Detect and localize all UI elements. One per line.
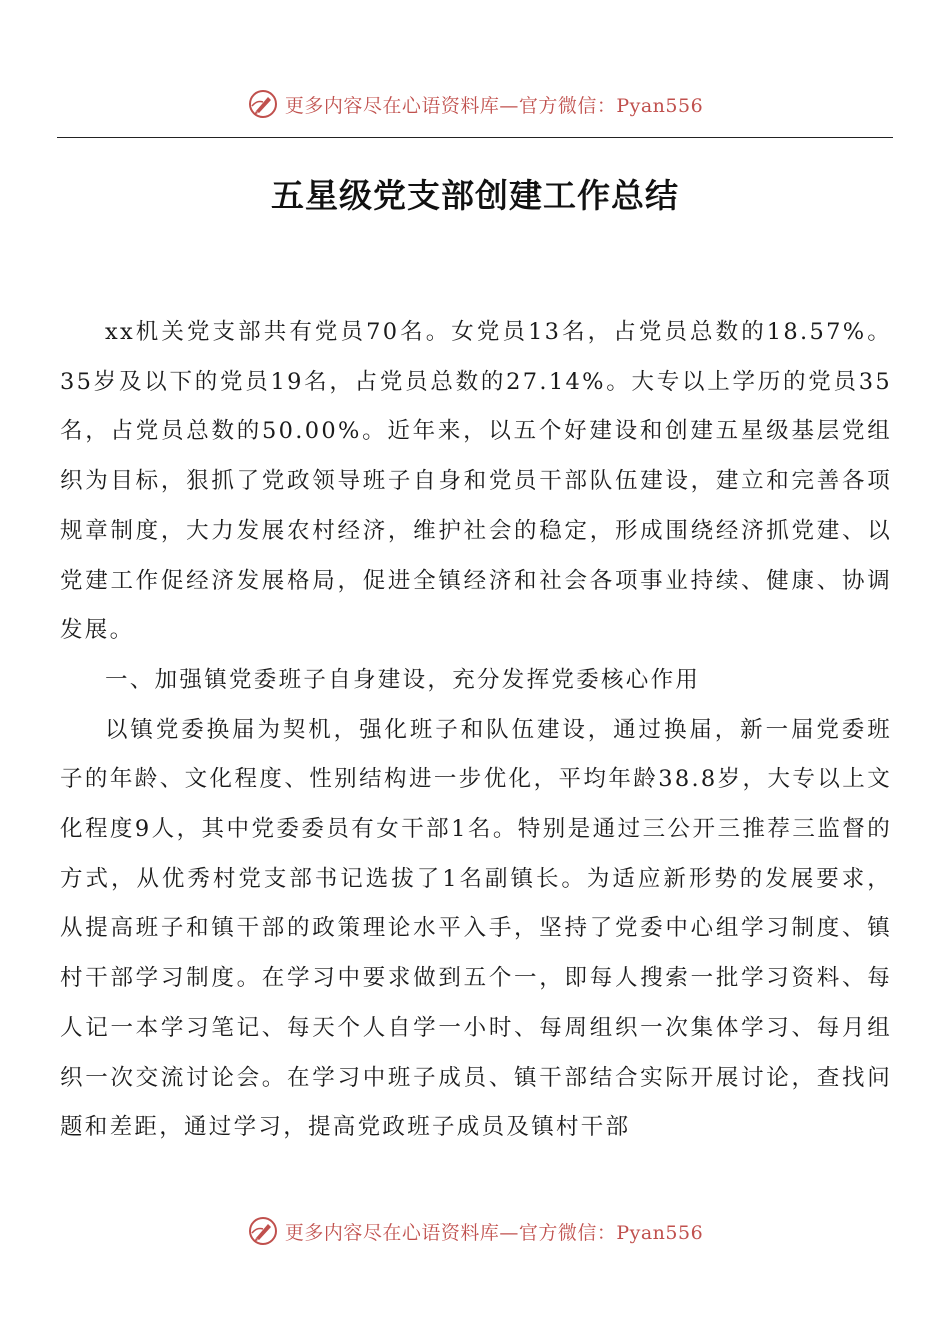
body-paragraph: 以镇党委换届为契机，强化班子和队伍建设，通过换届，新一届党委班子的年龄、文化程度、性别结构进一步优化，平均年龄38.8岁，大专以上文化程度9人，其中党委委员有女干部1名。特别是通过三公开三推荐三监督的方式，从优秀村党支部书记选拔了1名副镇长。为适应新形势的发展要求，从提高班子和镇干部的政策理论水平入手，坚持了党委中心组学习制度、镇村干部学习制度。在学习中要求做到五个一，即每人搜索一批学习资料、每人记一本学习笔记、每天个人自学一小时、每周组织一次集体学习、每月组织一次交流讨论会。在学习中班子成员、镇干部结合实际开展讨论，查找问题和差距，通过学习，提高党政班子成员及镇村干部: [60, 716, 892, 1141]
header-banner: [0, 84, 950, 124]
pen-logo-icon: [247, 88, 279, 120]
header-divider: [57, 137, 893, 138]
footer-banner-text: 更多内容尽在心语资料库—官方微信：Pyan556: [284, 1221, 704, 1244]
document-title: 五星级党支部创建工作总结: [271, 176, 679, 215]
body-paragraph: xx机关党支部共有党员70名。女党员13名，占党员总数的18.57%。35岁及以下的党员19名，占党员总数的27.14%。大专以上学历的党员35名，占党员总数的50.00%。近年来，以五个好建设和创建五星级基层党组织为目标，狠抓了党政领导班子自身和党员干部队伍建设，建立和完善各项规章制度，大力发展农村经济，维护社会的稳定，形成围绕经济抓党建、以党建工作促经济发展格局，促进全镇经济和社会各项事业持续、健康、协调发展。: [60, 319, 892, 644]
section-heading: 一、加强镇党委班子自身建设，充分发挥党委核心作用: [105, 666, 701, 693]
pen-logo-icon: [247, 1215, 279, 1247]
header-banner-text: 更多内容尽在心语资料库—官方微信：Pyan556: [284, 94, 704, 117]
document-body: [60, 308, 892, 1153]
footer-banner: [0, 1211, 950, 1251]
